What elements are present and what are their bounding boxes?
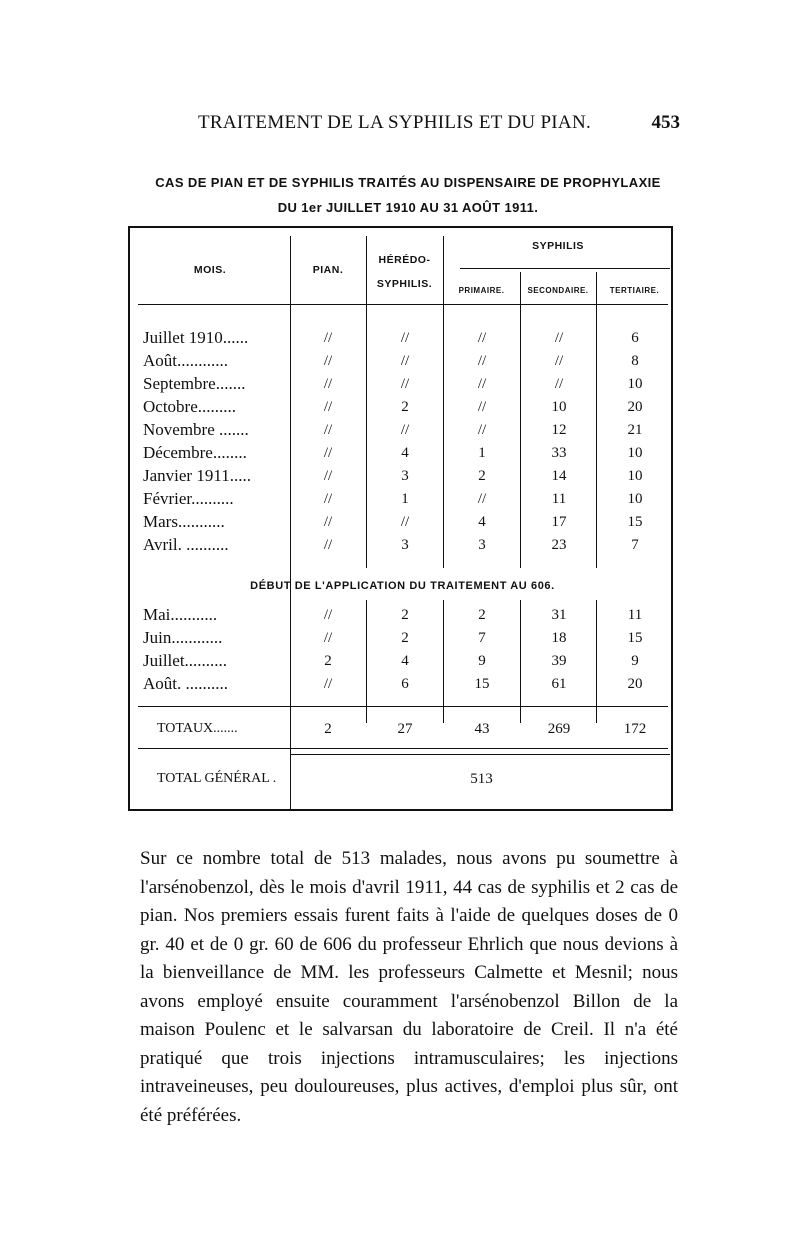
pian-cell: // (323, 468, 333, 484)
hered-total: 27 (397, 721, 413, 737)
hered-cell: // (400, 514, 410, 530)
month-cell: Juillet.......... (143, 651, 228, 670)
primaire-cell: // (477, 353, 487, 369)
hered-cell: // (400, 353, 410, 369)
month-cell: Septembre....... (143, 374, 246, 393)
header-hered-line2: SYPHILIS. (376, 278, 433, 290)
secondaire-cell: 11 (551, 491, 567, 507)
general-total-value: 513 (470, 771, 493, 787)
running-title: TRAITEMENT DE LA SYPHILIS ET DU PIAN. (198, 112, 592, 133)
table-row (130, 373, 675, 395)
secondaire-cell: 14 (551, 468, 567, 484)
table-row (130, 465, 675, 487)
secondaire-cell: 18 (551, 630, 567, 646)
secondaire-cell: 61 (551, 676, 567, 692)
pian-cell: 2 (324, 653, 332, 669)
primaire-cell: 2 (478, 607, 486, 623)
pian-cell: // (323, 607, 333, 623)
primaire-cell: // (477, 399, 487, 415)
general-total-label: TOTAL GÉNÉRAL . (157, 771, 277, 786)
hered-cell: 2 (401, 607, 409, 623)
hered-cell: 3 (401, 537, 409, 553)
table-caption-line2: DU 1er JUILLET 1910 AU 31 AOÛT 1911. (277, 200, 539, 215)
pian-cell: // (323, 676, 333, 692)
table-row (130, 442, 675, 464)
tertiaire-cell: 10 (627, 468, 643, 484)
hered-cell: 3 (401, 468, 409, 484)
month-cell: Octobre......... (143, 397, 237, 416)
pian-cell: // (323, 514, 333, 530)
pian-cell: // (323, 330, 333, 346)
table-row (130, 627, 675, 649)
pian-cell: // (323, 630, 333, 646)
tertiaire-cell: 15 (627, 514, 643, 530)
pian-cell: // (323, 376, 333, 392)
tertiaire-cell: 9 (631, 653, 639, 669)
table-row (130, 604, 675, 626)
secondaire-cell: 33 (551, 445, 567, 461)
month-cell: Juin............ (143, 628, 223, 647)
header-primaire: PRIMAIRE. (458, 286, 505, 295)
primaire-cell: 9 (478, 653, 486, 669)
header-secondaire: SECONDAIRE. (527, 286, 589, 295)
header-syphilis: SYPHILIS (532, 240, 584, 252)
tertiaire-cell: 21 (627, 422, 643, 438)
header-hered-line1: HÉRÉDO- (378, 254, 431, 266)
pian-cell: // (323, 537, 333, 553)
hered-cell: 6 (401, 676, 409, 692)
month-cell: Août............ (143, 351, 228, 370)
table-row (130, 650, 675, 672)
hered-cell: // (400, 376, 410, 392)
pian-cell: // (323, 491, 333, 507)
page-header (140, 112, 680, 142)
tertiaire-cell: 10 (627, 376, 643, 392)
month-cell: Mai........... (143, 605, 218, 624)
primaire-cell: 3 (478, 537, 486, 553)
hered-cell: 4 (401, 445, 409, 461)
tertiaire-total: 172 (623, 721, 647, 737)
month-cell: Mars........... (143, 512, 225, 531)
tertiaire-cell: 20 (627, 399, 643, 415)
primaire-total: 43 (474, 721, 490, 737)
primaire-cell: 15 (474, 676, 490, 692)
hered-cell: 2 (401, 630, 409, 646)
tertiaire-cell: 8 (631, 353, 639, 369)
table-row (130, 673, 675, 695)
totals-top-rule (138, 706, 668, 707)
primaire-cell: 4 (478, 514, 486, 530)
header-pian: PIAN. (312, 264, 344, 276)
tertiaire-cell: 15 (627, 630, 643, 646)
month-cell: Décembre........ (143, 443, 247, 462)
secondaire-cell: // (554, 353, 564, 369)
tertiaire-cell: 20 (627, 676, 643, 692)
cases-table (128, 226, 673, 811)
secondaire-cell: 23 (551, 537, 567, 553)
primaire-cell: 7 (478, 630, 486, 646)
month-cell: Août. .......... (143, 674, 228, 693)
table-row (130, 350, 675, 372)
table-row (130, 534, 675, 556)
primaire-cell: // (477, 376, 487, 392)
hered-cell: 4 (401, 653, 409, 669)
hered-cell: // (400, 330, 410, 346)
secondaire-cell: // (554, 376, 564, 392)
pian-cell: // (323, 399, 333, 415)
secondaire-cell: 17 (551, 514, 567, 530)
primaire-cell: // (477, 491, 487, 507)
secondaire-cell: // (554, 330, 564, 346)
header-mois: MOIS. (193, 264, 227, 276)
body-paragraph: Sur ce nombre total de 513 malades, nous avons pu soumettre à l'arsénobenzol, dès le mois d'avril 1911, 44 cas de syphilis et 2 cas de pian. Nos premiers essais furent faits à l'aide de quelques doses de 0 gr. 40 et de 0 gr. 60 de 606 du professeur Ehrlich que nous devions à la bienveillance de MM. les professeurs Calmette et Mesnil; nous avons employé ensuite couramment l'arsénobenzol Billon de la maison Poulenc et le salvarsan du laboratoire de Creil. Il n'a été pratiqué que trois injections intramusculaires; les injections intraveineuses, peu douloureuses, plus actives, d'emploi plus sûr, ont été préférées. (140, 848, 678, 1126)
secondaire-cell: 39 (551, 653, 567, 669)
primaire-cell: // (477, 422, 487, 438)
primaire-cell: 1 (478, 445, 486, 461)
page-number: 453 (651, 112, 680, 133)
primaire-cell: 2 (478, 468, 486, 484)
month-cell: Janvier 1911..... (143, 466, 251, 485)
secondaire-cell: 10 (551, 399, 567, 415)
month-cell: Février.......... (143, 489, 234, 508)
tertiaire-cell: 7 (631, 537, 639, 553)
pian-cell: // (323, 422, 333, 438)
pian-cell: // (323, 445, 333, 461)
totals-row (130, 718, 675, 740)
table-caption-line1: CAS DE PIAN ET DE SYPHILIS TRAITÉS AU DISPENSAIRE DE PROPHYLAXIE (155, 175, 661, 190)
table-row (130, 488, 675, 510)
totals-bottom-rule (138, 748, 668, 749)
secondaire-cell: 31 (551, 607, 567, 623)
hered-cell: // (400, 422, 410, 438)
secondaire-cell: 12 (551, 422, 567, 438)
general-total-rule (290, 754, 670, 755)
tertiaire-cell: 10 (627, 445, 643, 461)
tertiaire-cell: 10 (627, 491, 643, 507)
table-row (130, 419, 675, 441)
treatment-start-note: DÉBUT DE L'APPLICATION DU TRAITEMENT AU 606. (250, 580, 555, 592)
header-bottom-rule (138, 304, 668, 305)
table-row (130, 327, 675, 349)
pian-cell: // (323, 353, 333, 369)
pian-total: 2 (324, 721, 332, 737)
month-cell: Novembre ....... (143, 420, 249, 439)
secondaire-total: 269 (547, 721, 571, 737)
header-tertiaire: TERTIAIRE. (609, 286, 660, 295)
totals-label: TOTAUX....... (157, 721, 238, 736)
syphilis-brace-rule (460, 268, 670, 269)
month-cell: Juillet 1910...... (143, 328, 249, 347)
primaire-cell: // (477, 330, 487, 346)
hered-cell: 2 (401, 399, 409, 415)
table-row (130, 396, 675, 418)
hered-cell: 1 (401, 491, 409, 507)
tertiaire-cell: 6 (631, 330, 639, 346)
general-total-row (130, 768, 675, 790)
month-cell: Avril. .......... (143, 535, 229, 554)
tertiaire-cell: 11 (627, 607, 643, 623)
table-row (130, 511, 675, 533)
